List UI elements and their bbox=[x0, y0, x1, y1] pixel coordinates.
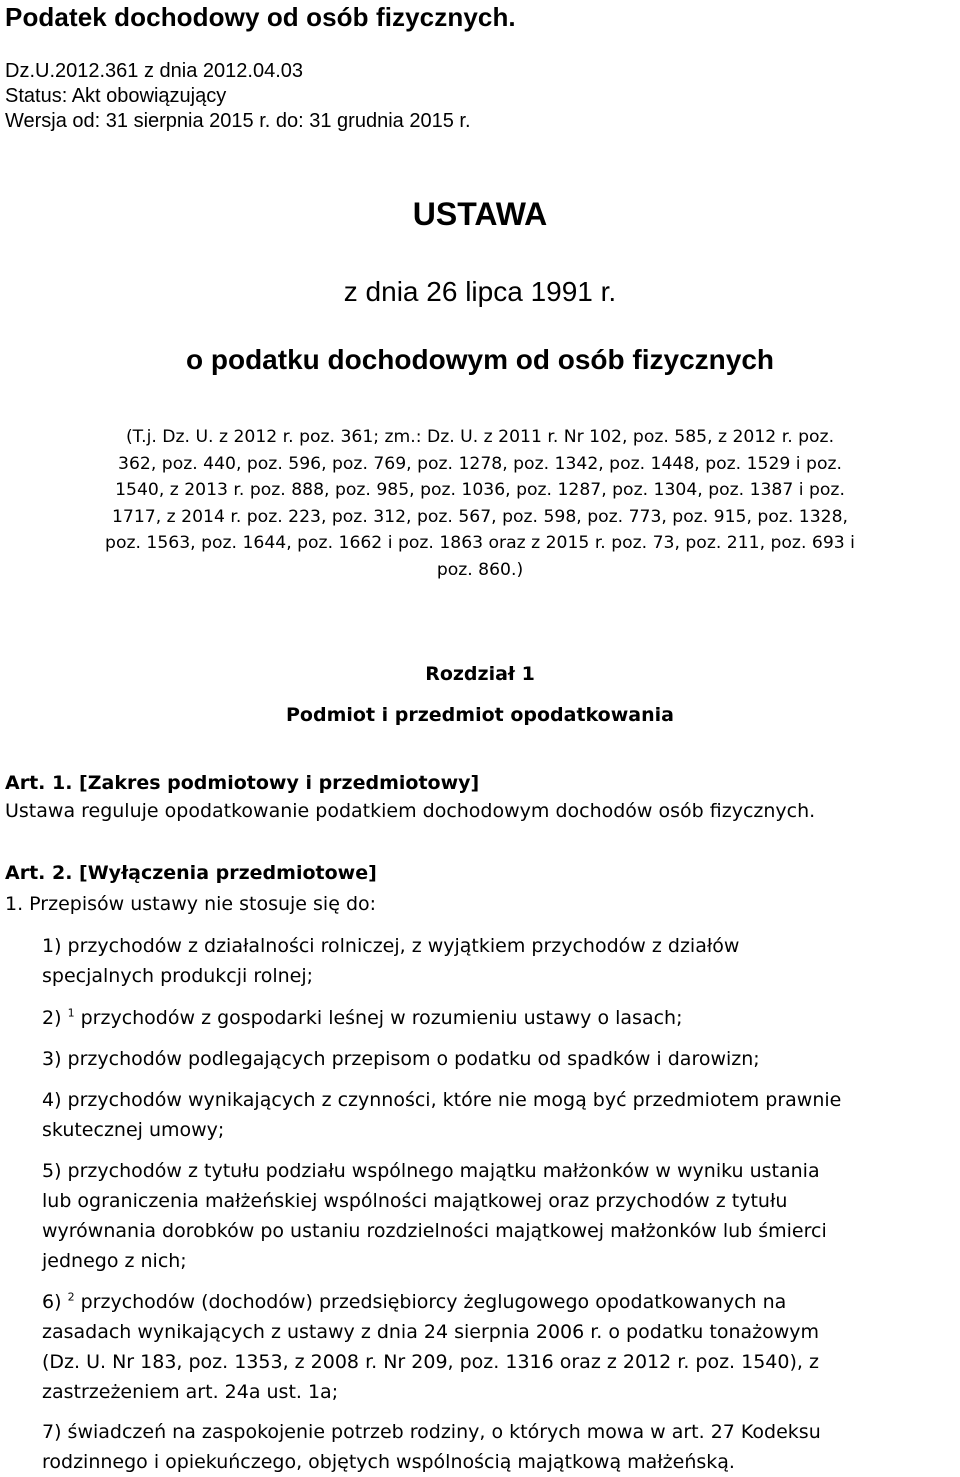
footnote-marker[interactable]: 2 bbox=[67, 1290, 75, 1304]
list-item: 7) świadczeń na zaspokojenie potrzeb rodziny, o których mowa w art. 27 Kodeksu rodzinnego i opiekuńczego, objętych wspólnością majątkową małżeńską. bbox=[42, 1421, 821, 1473]
document-version: Wersja od: 31 sierpnia 2015 r. do: 31 grudnia 2015 r. bbox=[5, 110, 471, 132]
list-item: 3) przychodów podlegających przepisom o podatku od spadków i darowizn; bbox=[42, 1048, 760, 1070]
act-date: z dnia 26 lipca 1991 r. bbox=[343, 276, 617, 307]
list-item: 5) przychodów z tytułu podziału wspólnego majątku małżonków w wyniku ustania lub ograniczenia małżeńskiej wspólności majątkowej oraz przychodów z tytułu wyrównania dorobków po ustaniu rozdzielności majątkowej małżonków lub śmierci jednego z nich; bbox=[42, 1160, 827, 1272]
consolidated-line: 362, poz. 440, poz. 596, poz. 769, poz. 1278, poz. 1342, poz. 1448, poz. 1529 i poz. bbox=[118, 453, 842, 474]
consolidated-line: poz. 860.) bbox=[436, 559, 524, 580]
chapter-title: Podmiot i przedmiot opodatkowania bbox=[286, 704, 674, 726]
art1-heading: Art. 1. [Zakres podmiotowy i przedmiotowy] bbox=[5, 772, 480, 794]
chapter-number: Rozdział 1 bbox=[425, 663, 535, 685]
art2-heading: Art. 2. [Wyłączenia przedmiotowe] bbox=[5, 862, 377, 884]
consolidated-line: 1717, z 2014 r. poz. 223, poz. 312, poz. 567, poz. 598, poz. 773, poz. 915, poz. 1328, bbox=[112, 506, 848, 527]
consolidated-text-note bbox=[0, 424, 960, 583]
list-item: 4) przychodów wynikających z czynności, które nie mogą być przedmiotem prawnie skutecznej umowy; bbox=[42, 1089, 842, 1141]
document-reference: Dz.U.2012.361 z dnia 2012.04.03 bbox=[5, 60, 303, 82]
list-item: 1) przychodów z działalności rolniczej, z wyjątkiem przychodów z działów specjalnych produkcji rolnej; bbox=[42, 935, 740, 987]
art1-text: Ustawa reguluje opodatkowanie podatkiem dochodowym dochodów osób fizycznych. bbox=[5, 800, 816, 822]
consolidated-line: (T.j. Dz. U. z 2012 r. poz. 361; zm.: Dz. U. z 2011 r. Nr 102, poz. 585, z 2012 r. poz. bbox=[125, 427, 835, 447]
list-item: 6) $^2$ przychodów (dochodów) przedsiębiorcy żeglugowego opodatkowanych na zasadach wynikających z ustawy z dnia 24 sierpnia 2006 r. o podatku tonażowym (Dz. U. Nr 183, poz. 1353, z 2008 r. Nr 209, poz. 1316 oraz z 2012 r. poz. 1540), z zastrzeżeniem art. 24a ust. 1a; bbox=[42, 1290, 820, 1403]
list-item: 2) $^1$ przychodów z gospodarki leśnej w rozumieniu ustawy o lasach; bbox=[42, 1006, 683, 1029]
document-title: Podatek dochodowy od osób fizycznych. bbox=[5, 2, 516, 32]
consolidated-line: 1540, z 2013 r. poz. 888, poz. 985, poz. 1036, poz. 1287, poz. 1304, poz. 1387 i poz. bbox=[115, 480, 845, 500]
act-type: USTAWA bbox=[412, 196, 548, 232]
document-status: Status: Akt obowiązujący bbox=[5, 85, 227, 107]
act-subject: o podatku dochodowym od osób fizycznych bbox=[185, 344, 774, 375]
art2-intro: 1. Przepisów ustawy nie stosuje się do: bbox=[5, 893, 377, 915]
consolidated-line: poz. 1563, poz. 1644, poz. 1662 i poz. 1863 oraz z 2015 r. poz. 73, poz. 211, poz. 693 i bbox=[105, 533, 855, 553]
footnote-marker[interactable]: 1 bbox=[67, 1006, 75, 1020]
